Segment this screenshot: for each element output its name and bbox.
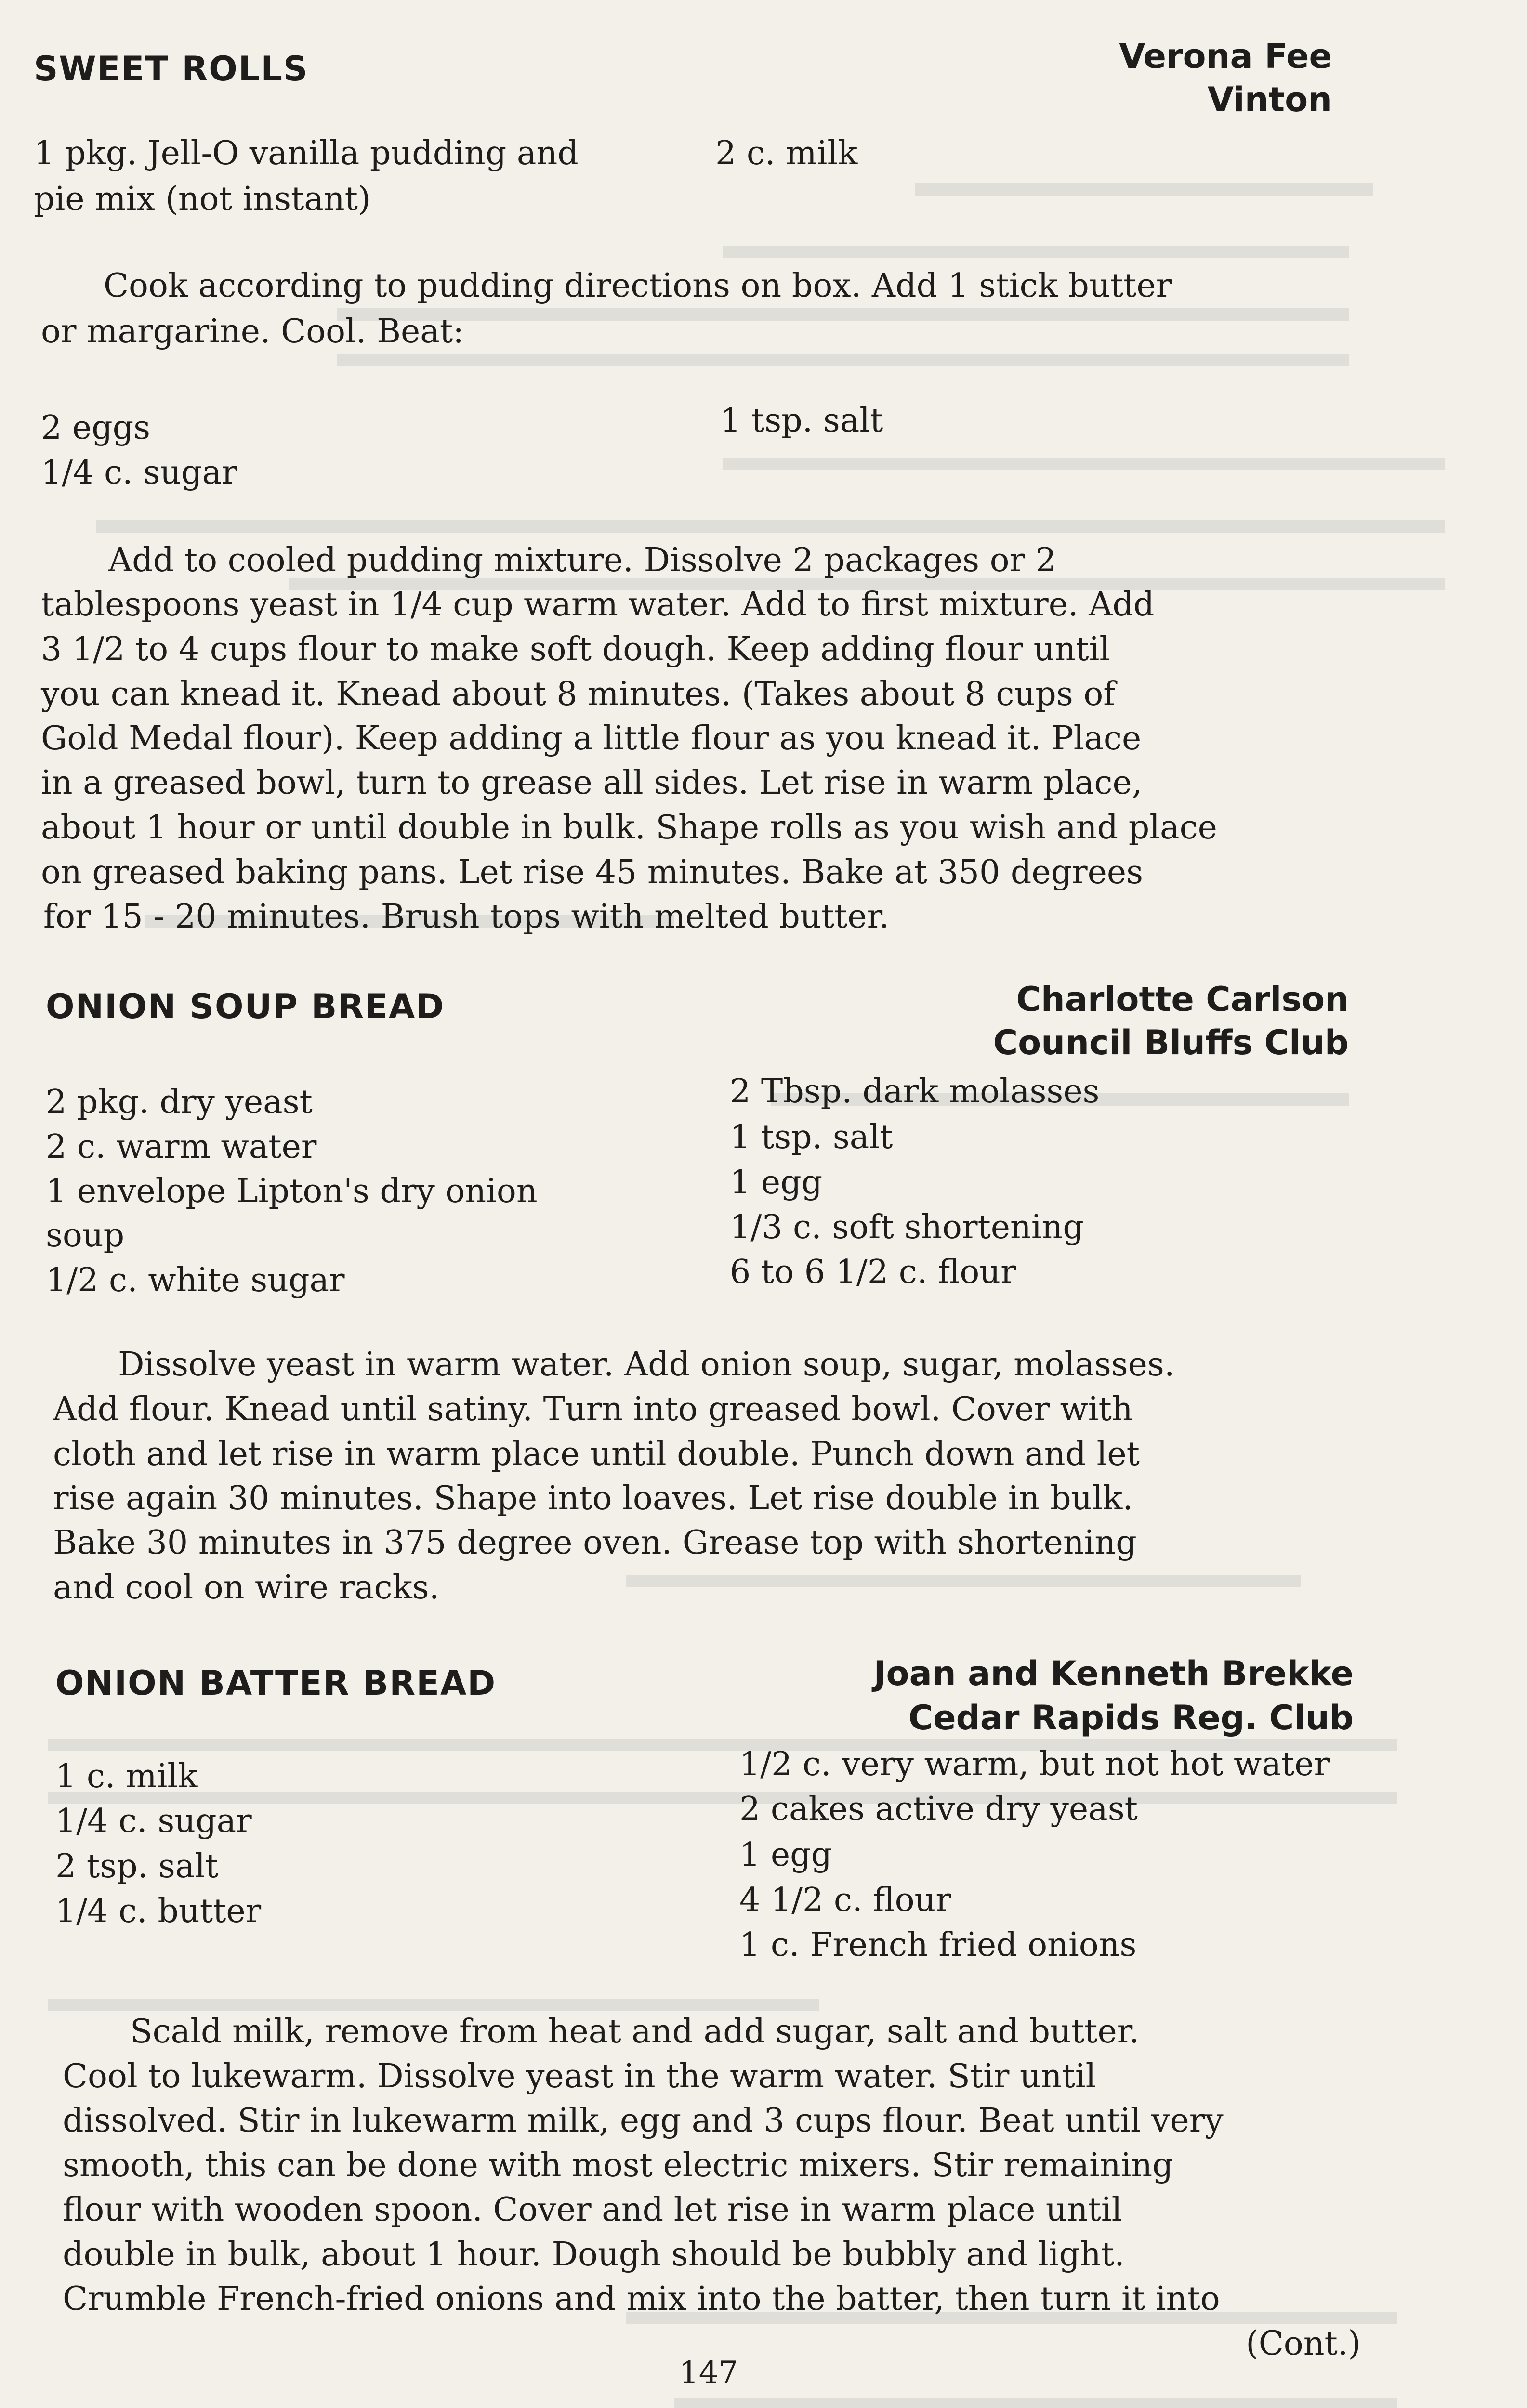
recipe-location: Vinton (1207, 80, 1332, 119)
ingredient-line: 4 1/2 c. flour (739, 1881, 951, 1919)
direction-line: 3 1/2 to 4 cups flour to make soft dough. Keep adding flour until (41, 630, 1110, 668)
ingredient-line: 1 egg (730, 1164, 823, 1202)
direction-line: on greased baking pans. Let rise 45 minutes. Bake at 350 degrees (41, 853, 1144, 891)
recipe-title: ONION SOUP BREAD (46, 987, 445, 1026)
direction-line: Crumble French-fried onions and mix into the batter, then turn it into (63, 2280, 1220, 2318)
direction-line: Add flour. Knead until satiny. Turn into greased bowl. Cover with (53, 1390, 1133, 1428)
ingredient-line: 1 c. milk (55, 1757, 198, 1795)
direction-line: double in bulk, about 1 hour. Dough should be bubbly and light. (63, 2236, 1125, 2274)
ingredient-line: 2 c. milk (715, 134, 858, 172)
ingredient-line: 2 c. warm water (46, 1128, 317, 1166)
direction-line: Gold Medal flour). Keep adding a little flour as you knead it. Place (41, 720, 1142, 758)
recipe-location: Council Bluffs Club (993, 1023, 1349, 1062)
ingredient-line: 1 pkg. Jell-O vanilla pudding and (34, 134, 579, 172)
direction-line: Bake 30 minutes in 375 degree oven. Grease top with shortening (53, 1524, 1137, 1562)
direction-line: you can knead it. Knead about 8 minutes. (Takes about 8 cups of (41, 675, 1116, 713)
ingredient-line: 1 envelope Lipton's dry onion (46, 1172, 538, 1210)
recipe-author: Verona Fee (1119, 37, 1332, 76)
ingredient-line: 1 tsp. salt (730, 1118, 893, 1156)
ingredient-line: 1/2 c. white sugar (46, 1261, 345, 1299)
direction-line: cloth and let rise in warm place until double. Punch down and let (53, 1435, 1140, 1473)
ingredient-line: 1/3 c. soft shortening (730, 1208, 1084, 1246)
direction-line: and cool on wire racks. (53, 1569, 440, 1607)
ingredient-line: soup (46, 1217, 125, 1255)
direction-line: in a greased bowl, turn to grease all sides. Let rise in warm place, (41, 764, 1143, 802)
direction-line: for 15 - 20 minutes. Brush tops with melted butter. (43, 898, 890, 936)
recipe-title: SWEET ROLLS (34, 49, 309, 89)
ingredient-line: 1/4 c. butter (55, 1892, 262, 1930)
direction-line: about 1 hour or until double in bulk. Shape rolls as you wish and place (41, 809, 1217, 847)
direction-line: Add to cooled pudding mixture. Dissolve 2 packages or 2 (108, 541, 1056, 579)
ingredient-line: 1 c. French fried onions (739, 1926, 1137, 1964)
ingredient-line: 2 Tbsp. dark molasses (730, 1073, 1100, 1111)
ingredient-line: 1/2 c. very warm, but not hot water (739, 1745, 1330, 1783)
ingredient-line: 2 tsp. salt (55, 1847, 219, 1885)
direction-line: flour with wooden spoon. Cover and let rise in warm place until (63, 2191, 1122, 2229)
direction-line: tablespoons yeast in 1/4 cup warm water. Add to first mixture. Add (41, 586, 1155, 624)
ingredient-line: 2 pkg. dry yeast (46, 1083, 313, 1121)
continued-note: (Cont.) (1246, 2325, 1361, 2363)
recipe-author: Joan and Kenneth Brekke (873, 1654, 1354, 1693)
ingredient-line: 1/4 c. sugar (41, 454, 237, 492)
ingredient-line: 2 eggs (41, 409, 151, 447)
ingredient-line: 6 to 6 1/2 c. flour (730, 1253, 1016, 1291)
ingredient-line: 1/4 c. sugar (55, 1802, 252, 1840)
ingredient-line: pie mix (not instant) (34, 180, 371, 218)
direction-line: Dissolve yeast in warm water. Add onion soup, sugar, molasses. (118, 1346, 1175, 1384)
recipe-location: Cedar Rapids Reg. Club (908, 1698, 1354, 1738)
direction-line: smooth, this can be done with most electric mixers. Stir remaining (63, 2146, 1173, 2185)
direction-line: rise again 30 minutes. Shape into loaves. Let rise double in bulk. (53, 1479, 1133, 1518)
ingredient-line: 1 tsp. salt (720, 402, 883, 440)
direction-line: Cook according to pudding directions on box. Add 1 stick butter (104, 267, 1172, 305)
direction-line: Scald milk, remove from heat and add sugar, salt and butter. (130, 2013, 1140, 2051)
direction-line: Cool to lukewarm. Dissolve yeast in the warm water. Stir until (63, 2057, 1096, 2095)
page-number: 147 (679, 2355, 738, 2391)
recipe-title: ONION BATTER BREAD (55, 1663, 497, 1703)
recipe-author: Charlotte Carlson (1016, 980, 1349, 1019)
ingredient-line: 2 cakes active dry yeast (739, 1790, 1138, 1828)
direction-line: dissolved. Stir in lukewarm milk, egg and 3 cups flour. Beat until very (63, 2102, 1224, 2140)
ingredient-line: 1 egg (739, 1836, 832, 1874)
direction-line: or margarine. Cool. Beat: (41, 313, 464, 351)
